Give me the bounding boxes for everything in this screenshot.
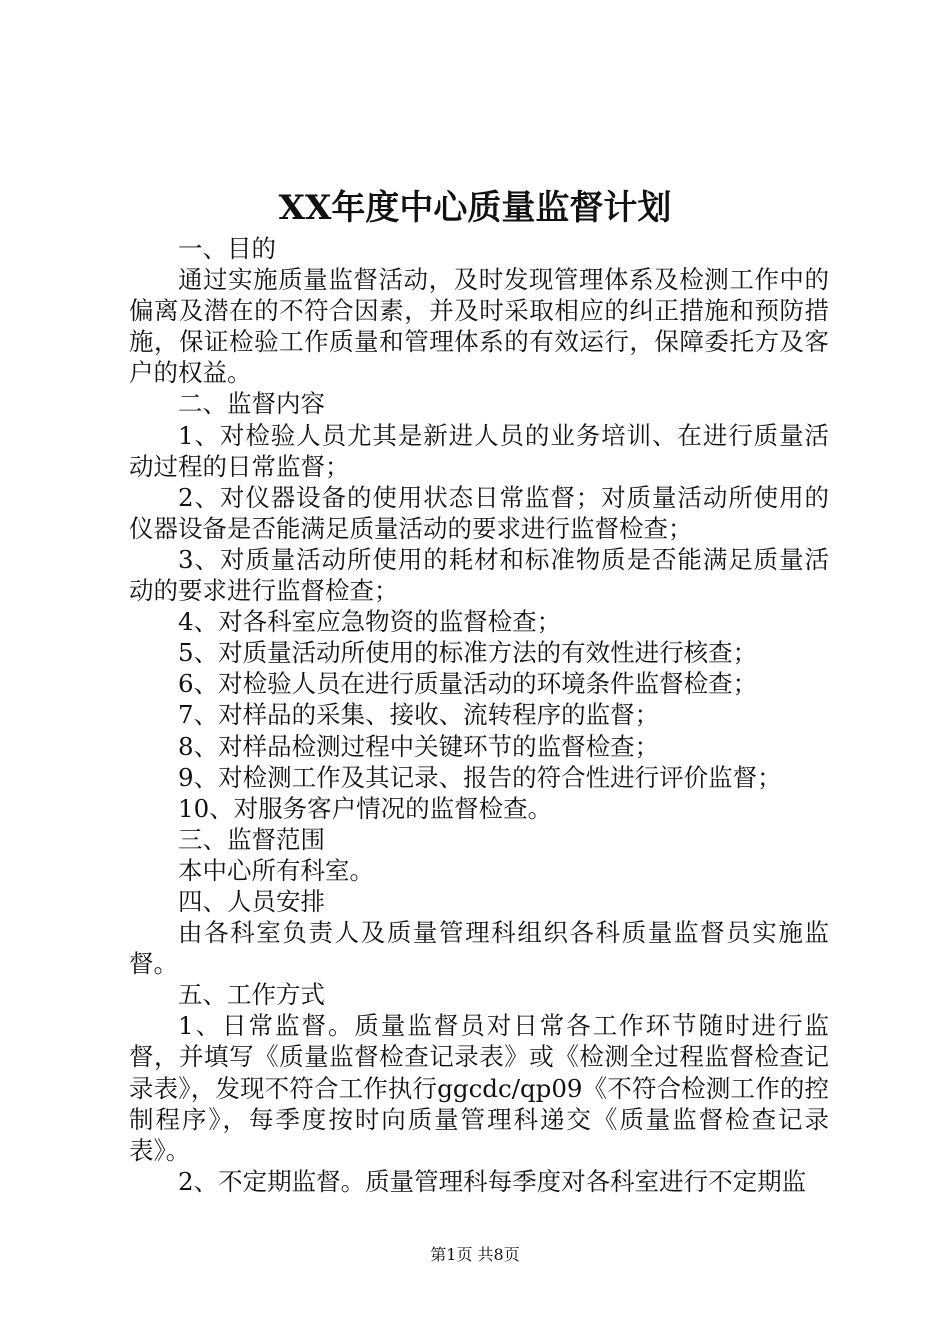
paragraph-purpose: 通过实施质量监督活动，及时发现管理体系及检测工作中的偏离及潜在的不符合因素，并及时采取相应的纠正措施和预防措施，保证检验工作质量和管理体系的有效运行，保障委托方及客户的权益。 (129, 265, 829, 388)
list-item-4: 4、对各科室应急物资的监督检查； (178, 607, 562, 637)
list-item-9: 9、对检测工作及其记录、报告的符合性进行评价监督； (178, 762, 782, 792)
list-item-7: 7、对样品的采集、接收、流转程序的监督； (178, 700, 660, 730)
list-item-1: 1、对检验人员尤其是新进人员的业务培训、在进行质量活动过程的日常监督； (129, 420, 829, 481)
section-heading-personnel: 四、人员安排 (178, 886, 325, 916)
list-item-8: 8、对样品检测过程中关键环节的监督检查； (178, 731, 660, 761)
list-item-5: 5、对质量活动所使用的标准方法的有效性进行核查； (178, 638, 758, 668)
page-title: XX年度中心质量监督计划 (278, 188, 672, 228)
paragraph-irregular-supervision: 2、不定期监督。质量管理科每季度对各科室进行不定期监 (178, 1166, 807, 1196)
list-item-6: 6、对检验人员在进行质量活动的环境条件监督检查； (178, 669, 758, 699)
section-heading-method: 五、工作方式 (178, 980, 325, 1010)
section-heading-scope: 三、监督范围 (178, 824, 325, 854)
page-footer: 第1页 共8页 (430, 1245, 520, 1264)
list-item-10: 10、对服务客户情况的监督检查。 (178, 793, 553, 823)
section-heading-purpose: 一、目的 (178, 234, 276, 263)
paragraph-personnel: 由各科室负责人及质量管理科组织各科质量监督员实施监督。 (129, 918, 829, 979)
list-item-3: 3、对质量活动所使用的耗材和标准物质是否能满足质量活动的要求进行监督检查； (129, 544, 829, 606)
list-item-2: 2、对仪器设备的使用状态日常监督；对质量活动所使用的仪器设备是否能满足质量活动的要求进行监督检查； (129, 482, 829, 543)
paragraph-daily-supervision: 1、日常监督。质量监督员对日常各工作环节随时进行监督，并填写《质量监督检查记录表》或《检测全过程监督检查记录表》，发现不符合工作执行ggcdc/qp09《不符合检测工作的控制程序》，每季度按时向质量管理科递交《质量监督检查记录表》。 (129, 1011, 829, 1165)
paragraph-scope: 本中心所有科室。 (178, 855, 374, 885)
section-heading-content: 二、监督内容 (178, 389, 325, 419)
document-body (129, 233, 829, 1197)
